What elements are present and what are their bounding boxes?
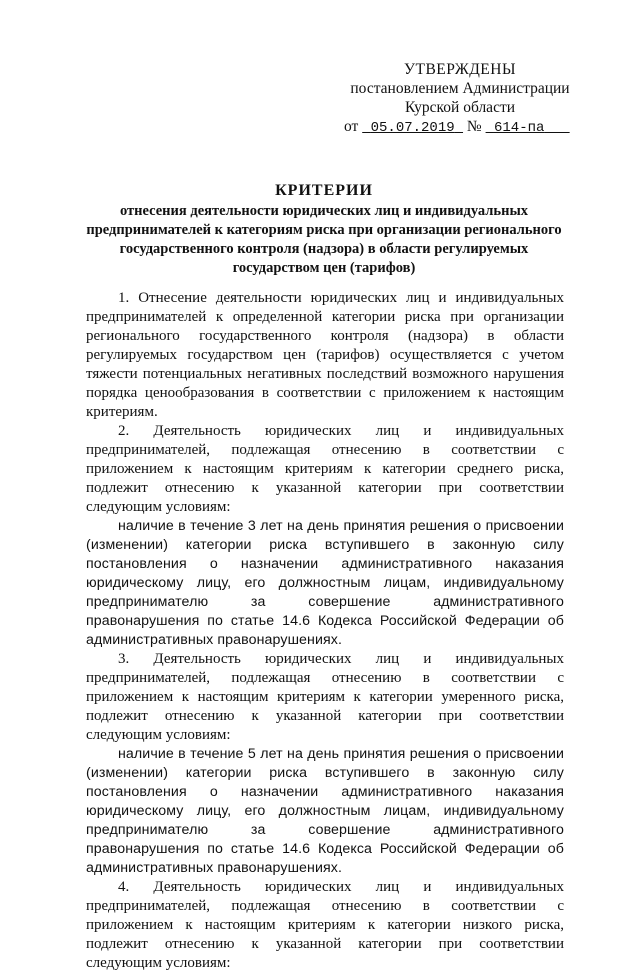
approval-date-line: [340, 117, 580, 138]
number-prefix: №: [466, 118, 482, 135]
approval-line-2: Курской области: [404, 99, 516, 116]
paragraph-2: 2. Деятельность юридических лиц и индивидуальных предпринимателей, подлежащая отнесению в соответствии с приложением к настоящим критериям к категории среднего риска, подлежит отнесению к указанной категории при соответствии следующим условиям:: [86, 423, 564, 515]
approval-line-1: постановлением Администрации: [350, 80, 570, 97]
date-prefix: от: [344, 118, 359, 135]
title-subtitle: отнесения деятельности юридических лиц и индивидуальных предпринимателей к категориям риска при организации регионального государственного контроля (надзора) в области регулируемых государством цен (тарифов): [86, 203, 562, 276]
paragraph-4: 4. Деятельность юридических лиц и индивидуальных предпринимателей, подлежащая отнесению в соответствии с приложением к настоящим критериям к категории низкого риска, подлежит отнесению к указанной категории при соответствии следующим условиям:: [86, 879, 564, 971]
approval-date: 05.07.2019: [370, 120, 455, 136]
document-title: [84, 180, 564, 278]
document-body: [86, 289, 564, 973]
paragraph-1: 1. Отнесение деятельности юридических лиц и индивидуальных предпринимателей к определенной категории риска при организации регионального государственного контроля (надзора) в области регулируемых государством цен (тарифов) осуществляется с учетом тяжести потенциальных негативных последствий возможного нарушения порядка ценообразования в соответствии с приложением к настоящим критериям.: [86, 290, 564, 420]
approval-number: 614-па: [493, 120, 545, 136]
paragraph-3-condition: наличие в течение 5 лет на день принятия решения о присвоении (изменении) категории риска вступившего в законную силу постановления о назначении административного наказания юридическому лицу, его должностным лицам, индивидуальному предпринимателю за совершение административного правонарушения по статье 14.6 Кодекса Российской Федерации об административных правонарушениях.: [86, 746, 564, 876]
title-main: КРИТЕРИИ: [275, 182, 373, 199]
approval-block: [340, 60, 580, 138]
paragraph-3: 3. Деятельность юридических лиц и индивидуальных предпринимателей, подлежащая отнесению в соответствии с приложением к настоящим критериям к категории умеренного риска, подлежит отнесению к указанной категории при соответствии следующим условиям:: [86, 651, 564, 743]
approval-heading: УТВЕРЖДЕНЫ: [404, 61, 516, 78]
paragraph-2-condition: наличие в течение 3 лет на день принятия решения о присвоении (изменении) категории риска вступившего в законную силу постановления о назначении административного наказания юридическому лицу, его должностным лицам, индивидуальному предпринимателю за совершение административного правонарушения по статье 14.6 Кодекса Российской Федерации об административных правонарушениях.: [86, 518, 564, 648]
